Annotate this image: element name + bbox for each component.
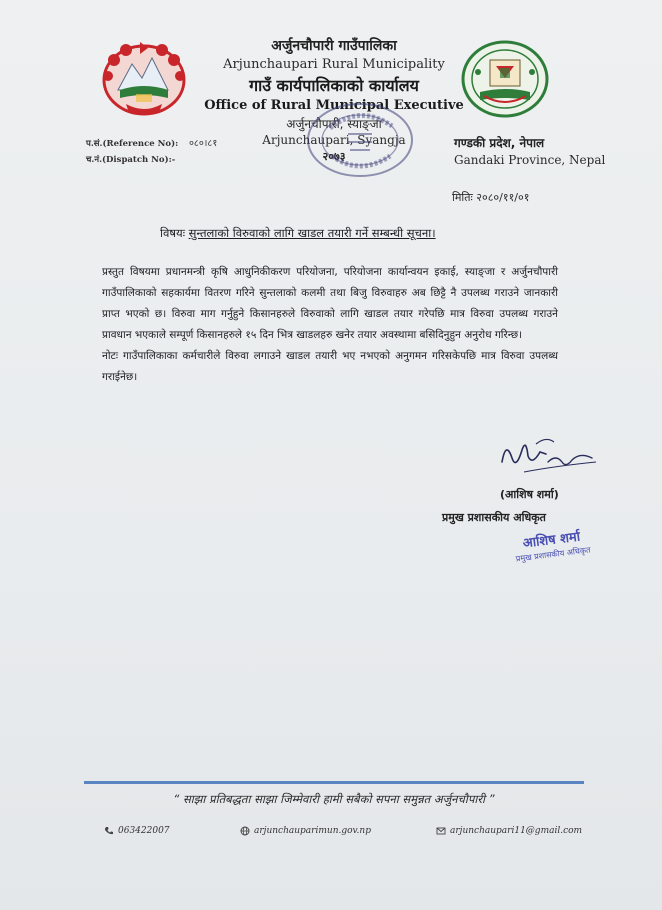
letter-date: मितिः २०८०/११/०१ (452, 191, 530, 204)
signatory-title: प्रमुख प्रशासकीय अधिकृत (442, 511, 546, 524)
footer-motto: “ साझा प्रतिबद्धता साझा जिम्मेवारी हामी सबैको सपना समुन्नत अर्जुनचौपारी ” (173, 792, 495, 806)
established-year: २०७३ (322, 150, 346, 163)
website-url: arjunchauparimun.gov.np (254, 826, 371, 836)
address-en: Arjunchaupari, Syangja (262, 133, 406, 147)
subject-text: सुन्तलाको विरुवाको लागि खाडल तयारी गर्ने सम्बन्धी सूचना। (188, 226, 436, 240)
reference-label: प.सं.(Reference No): (86, 139, 179, 149)
dispatch-label: च.नं.(Dispatch No):- (86, 155, 176, 165)
province-np: गण्डकी प्रदेश, नेपाल (454, 136, 545, 150)
address-np: अर्जुनचौपारी, स्याङ्जा (286, 117, 382, 131)
body-note: नोटः गाउँपालिकाका कर्मचारीले विरुवा लगाउने खाडल तयारी भए नभएको अनुगमन गरिसकेपछि मात्र विरुवा उपलब्ध गराईनेछ। (102, 350, 558, 383)
municipality-name-en: Arjunchaupari Rural Municipality (223, 57, 445, 72)
footer-rule (84, 781, 584, 784)
body-paragraph: प्रस्तुत विषयमा प्रधानमन्त्री कृषि आधुनिकीकरण परियोजना, परियोजना कार्यान्वयन इकाई, स्याङ्जा र अर्जुनचौपारी गाउँपालिकाको सहकार्यमा वितरण गरिने सुन्तलाको कलमी तथा बिजु विरुवाहरु अब छिट्टै नै उपलब्ध गराउने जानकारी प्राप्त भएको छ। विरुवा माग गर्नुहुने किसानहरुले विरुवाको लागि खाडल तयार गरेपछि मात्र विरुवा उपलब्ध गराउने प्रावधान भएकाले सम्पूर्ण किसानहरुले १५ दिन भित्र खाडलहरु खनेर तयार अवस्थामा बसिदिनुहुन अनुरोध गरिन्छ। (102, 266, 558, 341)
footer-phone (104, 826, 170, 836)
subject-line (160, 226, 540, 241)
nepal-emblem-icon (96, 34, 192, 122)
subject-label: विषयः (160, 226, 186, 240)
municipality-logo-icon (458, 38, 552, 120)
reference-block (86, 136, 217, 168)
office-name-en: Office of Rural Municipal Executive (204, 98, 464, 113)
stamp-name: आशिष शर्मा (521, 529, 581, 552)
footer-email (436, 826, 582, 836)
signatory-name: (आशिष शर्मा) (500, 488, 559, 501)
office-seal-icon (300, 98, 420, 182)
handwritten-signature (496, 432, 600, 482)
reference-number: ०८०।८१ (188, 138, 218, 149)
signatory-stamp (503, 524, 602, 565)
stamp-title: प्रमुख प्रशासकीय अधिकृत (515, 545, 591, 564)
footer-website (240, 826, 371, 836)
email-address: arjunchaupari11@gmail.com (450, 826, 583, 836)
province-en: Gandaki Province, Nepal (454, 153, 606, 167)
letter-body (102, 262, 558, 388)
phone-icon (104, 826, 114, 836)
envelope-icon (436, 826, 446, 836)
province-block (454, 134, 605, 167)
office-name-np: गाउँ कार्यपालिकाको कार्यालय (249, 76, 419, 95)
municipality-name-np: अर्जुनचौपारी गाउँपालिका (271, 38, 397, 54)
phone-number: 063422007 (118, 826, 170, 836)
globe-icon (240, 826, 250, 836)
